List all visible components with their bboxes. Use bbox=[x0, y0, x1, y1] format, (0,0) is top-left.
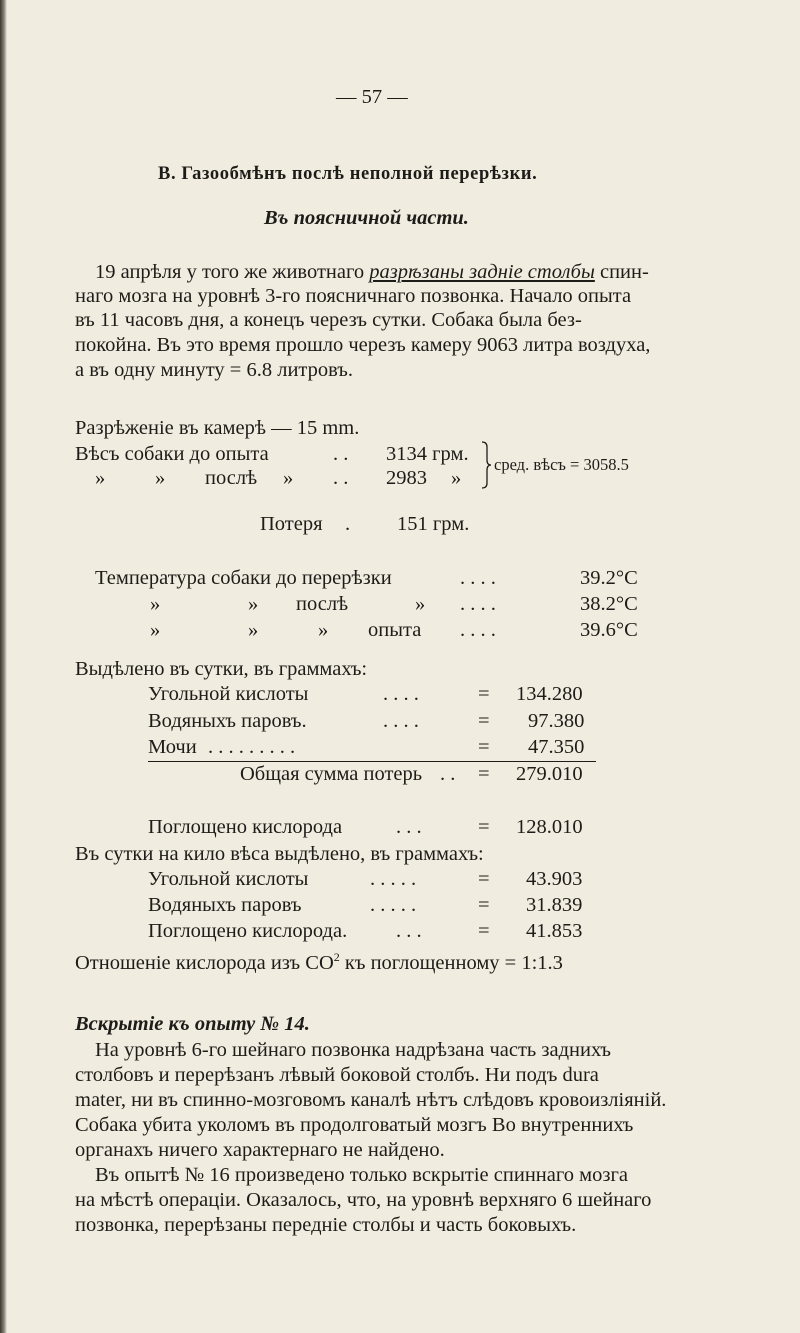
autopsy-p1-line: столбовъ и перерѣзанъ лѣвый боковой столбъ. Ни подъ dura bbox=[75, 1064, 599, 1086]
autopsy-p2-line: Въ опытѣ № 16 произведено только вскрытiе спиннаго мозга bbox=[95, 1164, 628, 1186]
oxygen-dots: . . . bbox=[396, 816, 422, 838]
excreted-total-label: Общая сумма потерь bbox=[240, 763, 423, 785]
temp-row-1-label: Температура собаки до перерѣзки bbox=[95, 567, 392, 589]
intro-line-4: покойна. Въ это время прошло черезъ камеру 9063 литра воздуха, bbox=[75, 334, 651, 356]
weight-row-1-dots: . . bbox=[333, 443, 349, 465]
weight-loss-value: 151 грм. bbox=[397, 513, 470, 535]
excreted-row-value: 47.350 bbox=[528, 736, 585, 758]
weight-average: сред. вѣсъ = 3058.5 bbox=[494, 455, 629, 474]
autopsy-title: Вскрытiе къ опыту № 14. bbox=[75, 1013, 310, 1035]
weight-loss-dot: . bbox=[345, 513, 351, 535]
section-subheading: Въ поясничной части. bbox=[264, 207, 469, 229]
temp-row-2-dots: . . . . bbox=[460, 593, 496, 615]
per-kilo-row-value: 41.853 bbox=[526, 920, 583, 942]
per-kilo-row-label: Поглощено кислорода. bbox=[148, 920, 348, 942]
temp-row-2-quote-3: » bbox=[415, 593, 426, 615]
autopsy-p1-line: На уровнѣ 6-го шейнаго позвонка надрѣзана часть заднихъ bbox=[95, 1039, 612, 1061]
rarefaction-line: Разрѣженiе въ камерѣ — 15 mm. bbox=[75, 417, 360, 439]
per-kilo-row-eq: = bbox=[478, 894, 490, 916]
excreted-row-eq: = bbox=[478, 683, 490, 705]
excreted-row-value: 97.380 bbox=[528, 710, 585, 732]
weight-row-2-label: послѣ bbox=[205, 467, 258, 489]
temp-row-3-label: опыта bbox=[368, 619, 422, 641]
excreted-total-eq: = bbox=[478, 763, 490, 785]
excreted-row-eq: = bbox=[478, 710, 490, 732]
weight-brace bbox=[480, 441, 492, 489]
per-kilo-row-dots: . . . bbox=[396, 920, 422, 942]
excreted-header: Выдѣлено въ сутки, въ граммахъ: bbox=[75, 658, 368, 680]
autopsy-p1-line: органахъ ничего характернаго не найдено. bbox=[75, 1139, 445, 1161]
per-kilo-row-eq: = bbox=[478, 920, 490, 942]
per-kilo-row-label: Угольной кислоты bbox=[148, 868, 309, 890]
excreted-row-value: 134.280 bbox=[516, 683, 583, 705]
weight-loss-label: Потеря bbox=[260, 513, 323, 535]
weight-row-2-quote-3: » bbox=[283, 467, 294, 489]
autopsy-p2-line: на мѣстѣ операцiи. Оказалось, что, на уровнѣ верхняго 6 шейнаго bbox=[75, 1189, 652, 1211]
temp-row-3-quote-3: » bbox=[318, 619, 329, 641]
weight-row-2-dots: . . bbox=[333, 467, 349, 489]
weight-row-1-value: 3134 грм. bbox=[386, 443, 469, 465]
oxygen-value: 128.010 bbox=[516, 816, 583, 838]
temp-row-2-value: 38.2°C bbox=[580, 593, 638, 615]
autopsy-p1-line: Собака убита уколомъ въ продолговатый мозгъ Во внутреннихъ bbox=[75, 1114, 634, 1136]
temp-row-3-quote-2: » bbox=[248, 619, 259, 641]
excreted-row-eq: = bbox=[478, 736, 490, 758]
temp-row-2-quote-2: » bbox=[248, 593, 259, 615]
weight-row-2-quote-1: » bbox=[95, 467, 106, 489]
per-kilo-header: Въ сутки на кило вѣса выдѣлено, въ граммахъ: bbox=[75, 843, 484, 865]
intro-line-5: а въ одну минуту = 6.8 литровъ. bbox=[75, 359, 354, 381]
temp-row-2-quote-1: » bbox=[150, 593, 161, 615]
weight-row-1-label: Вѣсъ собаки до опыта bbox=[75, 443, 269, 465]
excreted-row-label: Угольной кислоты bbox=[148, 683, 309, 705]
ratio-line: Отношенiе кислорода изъ $CO^2$ къ поглощенному = 1:1.3 bbox=[75, 950, 563, 974]
per-kilo-row-dots: . . . . . bbox=[370, 894, 417, 916]
page-number: — 57 — bbox=[336, 86, 408, 108]
excreted-row-dots: . . . . bbox=[383, 683, 419, 705]
weight-row-2-value: 2983 bbox=[386, 467, 427, 489]
intro-line-2: наго мозга на уровнѣ 3-го поясничнаго позвонка. Начало опыта bbox=[75, 285, 632, 307]
weight-row-2-quote-4: » bbox=[451, 467, 462, 489]
per-kilo-row-value: 43.903 bbox=[526, 868, 583, 890]
autopsy-p2-line: позвонка, перерѣзаны переднiе столбы и часть боковыхъ. bbox=[75, 1214, 577, 1236]
autopsy-p1-line: mater, ни въ спинно-мозговомъ каналѣ нѣтъ слѣдовъ кровоизлiянiй. bbox=[75, 1089, 667, 1111]
temp-row-1-value: 39.2°C bbox=[580, 567, 638, 589]
per-kilo-row-value: 31.839 bbox=[526, 894, 583, 916]
oxygen-label: Поглощено кислорода bbox=[148, 816, 343, 838]
excreted-row-dots: . . . . bbox=[383, 710, 419, 732]
temp-row-3-dots: . . . . bbox=[460, 619, 496, 641]
page-edge-shadow bbox=[0, 0, 7, 1333]
excreted-total-dots: . . bbox=[440, 763, 456, 785]
section-heading: В. Газообмѣнъ послѣ неполной перерѣзки. bbox=[158, 164, 538, 184]
temp-row-2-label: послѣ bbox=[296, 593, 349, 615]
temp-row-3-quote-1: » bbox=[150, 619, 161, 641]
excreted-row-dots: . . . . . . . . . bbox=[208, 736, 296, 758]
per-kilo-row-eq: = bbox=[478, 868, 490, 890]
oxygen-eq: = bbox=[478, 816, 490, 838]
excreted-total-value: 279.010 bbox=[516, 763, 583, 785]
per-kilo-row-dots: . . . . . bbox=[370, 868, 417, 890]
temp-row-1-dots: . . . . bbox=[460, 567, 496, 589]
intro-line-3: въ 11 часовъ дня, а конецъ черезъ сутки. Собака была без- bbox=[75, 309, 582, 331]
intro-line-1: 19 апрѣля у того же животнаго разрѣзаны заднiе столбы спин- bbox=[95, 261, 649, 283]
per-kilo-row-label: Водяныхъ паровъ bbox=[148, 894, 302, 916]
weight-row-2-quote-2: » bbox=[155, 467, 166, 489]
excreted-row-label: Мочи bbox=[148, 736, 197, 758]
excreted-row-label: Водяныхъ паровъ. bbox=[148, 710, 307, 732]
temp-row-3-value: 39.6°C bbox=[580, 619, 638, 641]
